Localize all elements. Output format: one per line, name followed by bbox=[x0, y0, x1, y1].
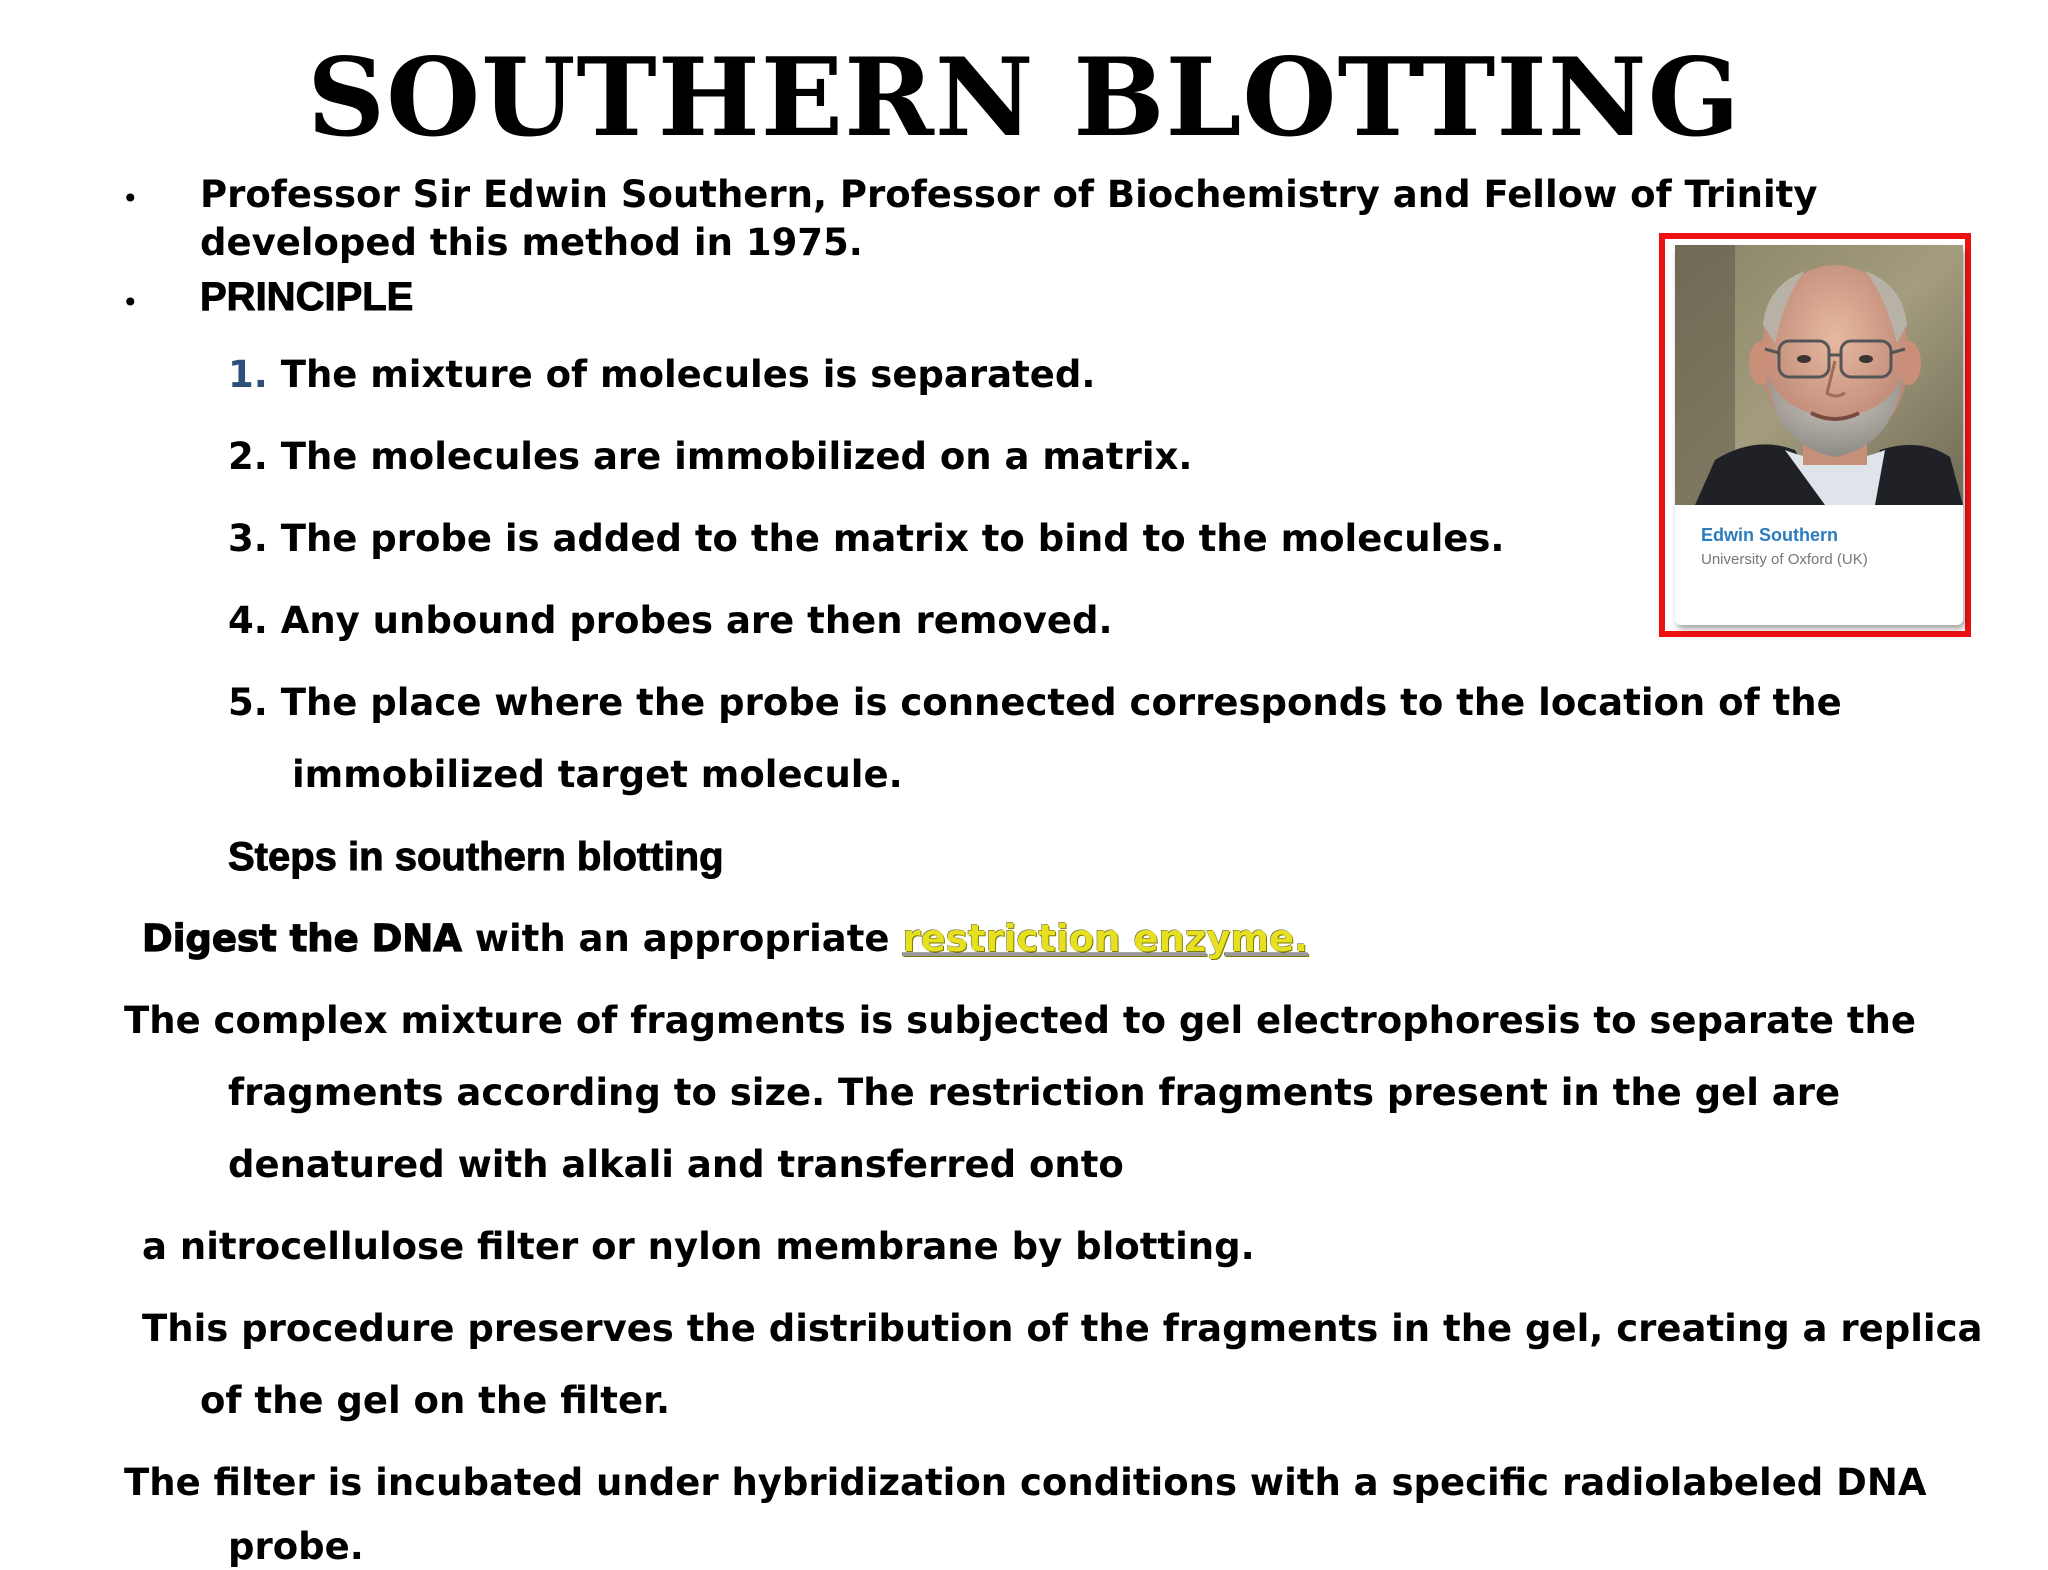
bullet-dot: • bbox=[122, 182, 139, 215]
principle-item-3 bbox=[228, 516, 1504, 562]
digest-mid: with an appropriate bbox=[461, 917, 903, 960]
digest-line bbox=[142, 916, 1308, 962]
restriction-enzyme-link[interactable]: restriction enzyme. bbox=[902, 917, 1309, 960]
portrait-photo bbox=[1675, 245, 1963, 505]
principle-item-5 bbox=[228, 680, 1842, 726]
card-person-name: Edwin Southern bbox=[1701, 525, 1838, 545]
card-institution: University of Oxford (UK) bbox=[1701, 551, 1868, 568]
item-number: 5. bbox=[228, 681, 268, 724]
item-number: 2. bbox=[228, 435, 268, 478]
item-number: 3. bbox=[228, 517, 268, 560]
steps-heading: Steps in southern blotting bbox=[228, 835, 724, 879]
profile-card bbox=[1675, 245, 1963, 625]
para-2: a nitrocellulose filter or nylon membrane by blotting. bbox=[142, 1225, 1255, 1268]
principle-item-2 bbox=[228, 434, 1192, 480]
para-4-line-2: probe. bbox=[228, 1525, 364, 1568]
item-text: The mixture of molecules is separated. bbox=[280, 353, 1096, 396]
digest-bold: Digest the DNA bbox=[142, 917, 462, 960]
intro-line-1: Professor Sir Edwin Southern, Professor of Biochemistry and Fellow of Trinity bbox=[200, 173, 1818, 216]
bullet-dot: • bbox=[122, 286, 139, 319]
principle-item-4 bbox=[228, 598, 1113, 644]
para-1-line-1: The complex mixture of fragments is subjected to gel electrophoresis to separate the bbox=[124, 999, 1916, 1042]
principle-item-5-cont: immobilized target molecule. bbox=[292, 753, 903, 796]
principle-item-1 bbox=[228, 352, 1095, 398]
item-number: 1. bbox=[228, 353, 268, 396]
principle-heading: PRINCIPLE bbox=[200, 275, 414, 319]
photo-frame bbox=[1659, 233, 1971, 637]
intro-line-2: developed this method in 1975. bbox=[200, 221, 863, 264]
item-text: The molecules are immobilized on a matrix. bbox=[280, 435, 1193, 478]
item-text: The probe is added to the matrix to bind to the molecules. bbox=[280, 517, 1505, 560]
item-text: Any unbound probes are then removed. bbox=[280, 599, 1113, 642]
item-number: 4. bbox=[228, 599, 268, 642]
para-4-line-1: The filter is incubated under hybridization conditions with a specific radiolabeled DNA bbox=[124, 1461, 1927, 1504]
para-1-line-3: denatured with alkali and transferred onto bbox=[228, 1143, 1124, 1186]
item-text: The place where the probe is connected corresponds to the location of the bbox=[280, 681, 1842, 724]
para-3-line-2: of the gel on the filter. bbox=[200, 1379, 671, 1422]
para-3-line-1: This procedure preserves the distribution of the fragments in the gel, creating a replica bbox=[142, 1307, 1983, 1350]
slide-title: SOUTHERN BLOTTING bbox=[307, 35, 1741, 161]
para-1-line-2: fragments according to size. The restriction fragments present in the gel are bbox=[228, 1071, 1841, 1114]
